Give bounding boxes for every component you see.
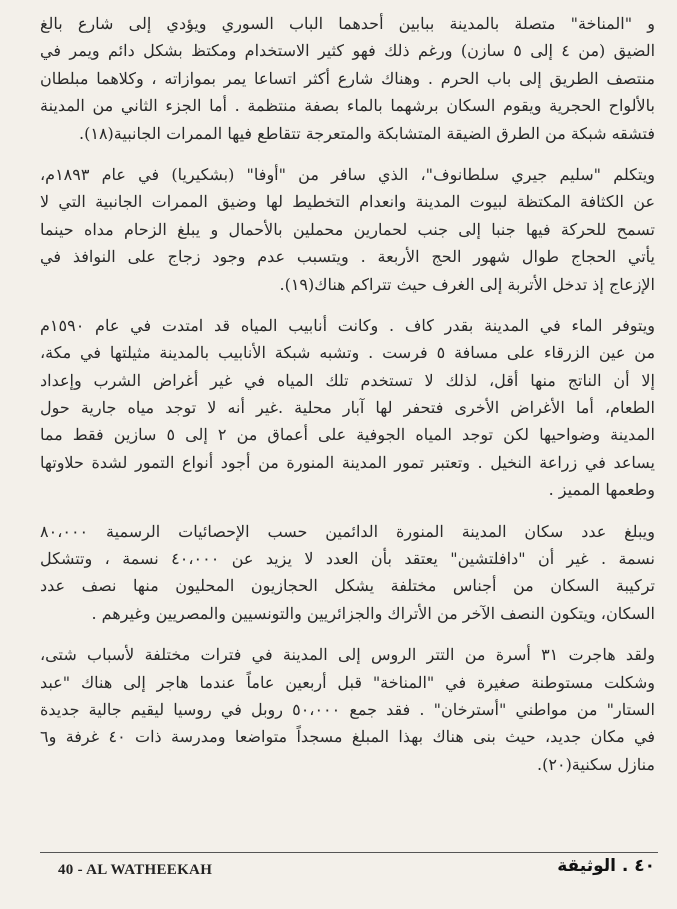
text-line: يساعد في زراعة النخيل . وتعتبر تمور المدينة المنورة من أجود أنواع التمور لشدة حلاوتها [40,452,655,472]
footer-page-label-latin: 40 - AL WATHEEKAH [58,862,213,878]
text-line: يأتي الحجاج طوال شهور الحج الأربعة . ويتسبب عدم وجود زجاج على النوافذ في [40,247,655,267]
text-line: و "المناخة" متصلة بالمدينة ببابين أحدهما الباب السوري ويؤدي إلى شارع بالغ [40,14,655,33]
text-line: تسمح للحركة فيها جنبا إلى جنب لحمارين محملين بالأحمال و يبلغ الزحام مداه حينما [40,219,655,239]
text-line: من عين الزرقاء على مسافة ٥ فرست . وتشبه شبكة الأنابيب بالمدينة مثيلتها في مكة، [40,343,655,363]
text-line: السكان، ويتكون النصف الآخر من الأتراك والجزائريين والتونسيين والمصريين وغيرهم . [91,603,655,623]
text-line: وطعمها المميز . [548,480,655,500]
text-line: تركيبة السكان من أجناس مختلفة يشكل الحجازيون المحليون منها نصف عدد [40,576,655,596]
text-line: الإزعاج إذ تدخل الأتربة إلى الغرف حيث تتراكم هناك(١٩). [279,274,655,294]
paragraph-3 [40,312,655,504]
article-body [40,10,655,792]
text-line: عن الكثافة المكتظة لبيوت المدينة وانعدام التخطيط لها وضيق الممرات الجانبية التي لا [40,192,655,212]
text-line: وشكلت مستوطنة صغيرة في "المناخة" قبل أربعين عاماً عندما هاجر إلى هناك "عبد [40,672,655,692]
text-line: ويتوفر الماء في المدينة بقدر كاف . وكانت أنابيب المياه قد امتدت في عام ١٥٩٠م [40,315,655,335]
paragraph-1 [40,10,655,147]
text-line: ولقد هاجرت ٣١ أسرة من التتر الروس إلى المدينة في فترات مختلفة لأسباب شتى، [40,645,655,665]
text-line: ويبلغ عدد سكان المدينة المنورة الدائمين حسب الإحصائيات الرسمية ٨٠،٠٠٠ [40,521,655,541]
paragraph-2 [40,161,655,298]
paragraph-4 [40,518,655,628]
footer-page-label-arabic: ٤٠ . الوثيقة [557,856,655,876]
text-line: ويتكلم "سليم جيري سلطانوف"، الذي سافر من "أوفا" (بشكيريا) في عام ١٨٩٣م، [40,164,655,184]
text-line: في مكان جديد، حيث بنى هناك بهذا المبلغ مسجداً متواضعا ومدرسة ذات ٤٠ غرفة و٦ [40,727,655,747]
text-line: فتشقه شبكة من الطرق الضيقة المتشابكة والمتعرجة تتقاطع فيها الممرات الجانبية(١٨). [79,123,655,143]
text-line: نسمة . غير أن "دافلتشين" يعتقد بأن العدد لا يزيد عن ٤٠،٠٠٠ نسمة ، وتتشكل [40,549,655,569]
text-line: المدينة وضواحيها لكن توجد المياه الجوفية على أعماق من ٢ إلى ٥ سازين فقط مما [40,425,655,445]
text-line: منتصف الطريق إلى باب الحرم . وهناك شارع أكثر اتساعا يمر بموازاته ، وكلاهما مبلطان [40,68,655,88]
text-line: بالألواح الحجرية ويقوم السكان برشهما بالماء بصفة منتظمة . أما الجزء الثاني من المدينة [40,96,655,116]
text-line: الطعام، أما الأغراض الأخرى فتحفر لها آبار محلية .غير أنه لا توجد مياه جارية حول [40,398,655,418]
text-line: منازل سكنية(٢٠). [537,754,655,774]
paragraph-5 [40,641,655,778]
text-line: إلا أن الناتج منها أقل، لذلك لا تستخدم تلك المياه في غير أغراض الشرب وإعداد [40,370,655,390]
text-line: الضيق (من ٤ إلى ٥ سازن) ورغم ذلك فهو كثير الاستخدام ومكتظ بشكل دائم ويمر في [40,41,655,61]
text-line: الستار" من مواطني "أسترخان" . فقد جمع ٥٠،٠٠٠ روبل في روسيا ليقيم جالية جديدة [40,699,655,719]
footer-divider [40,852,658,853]
